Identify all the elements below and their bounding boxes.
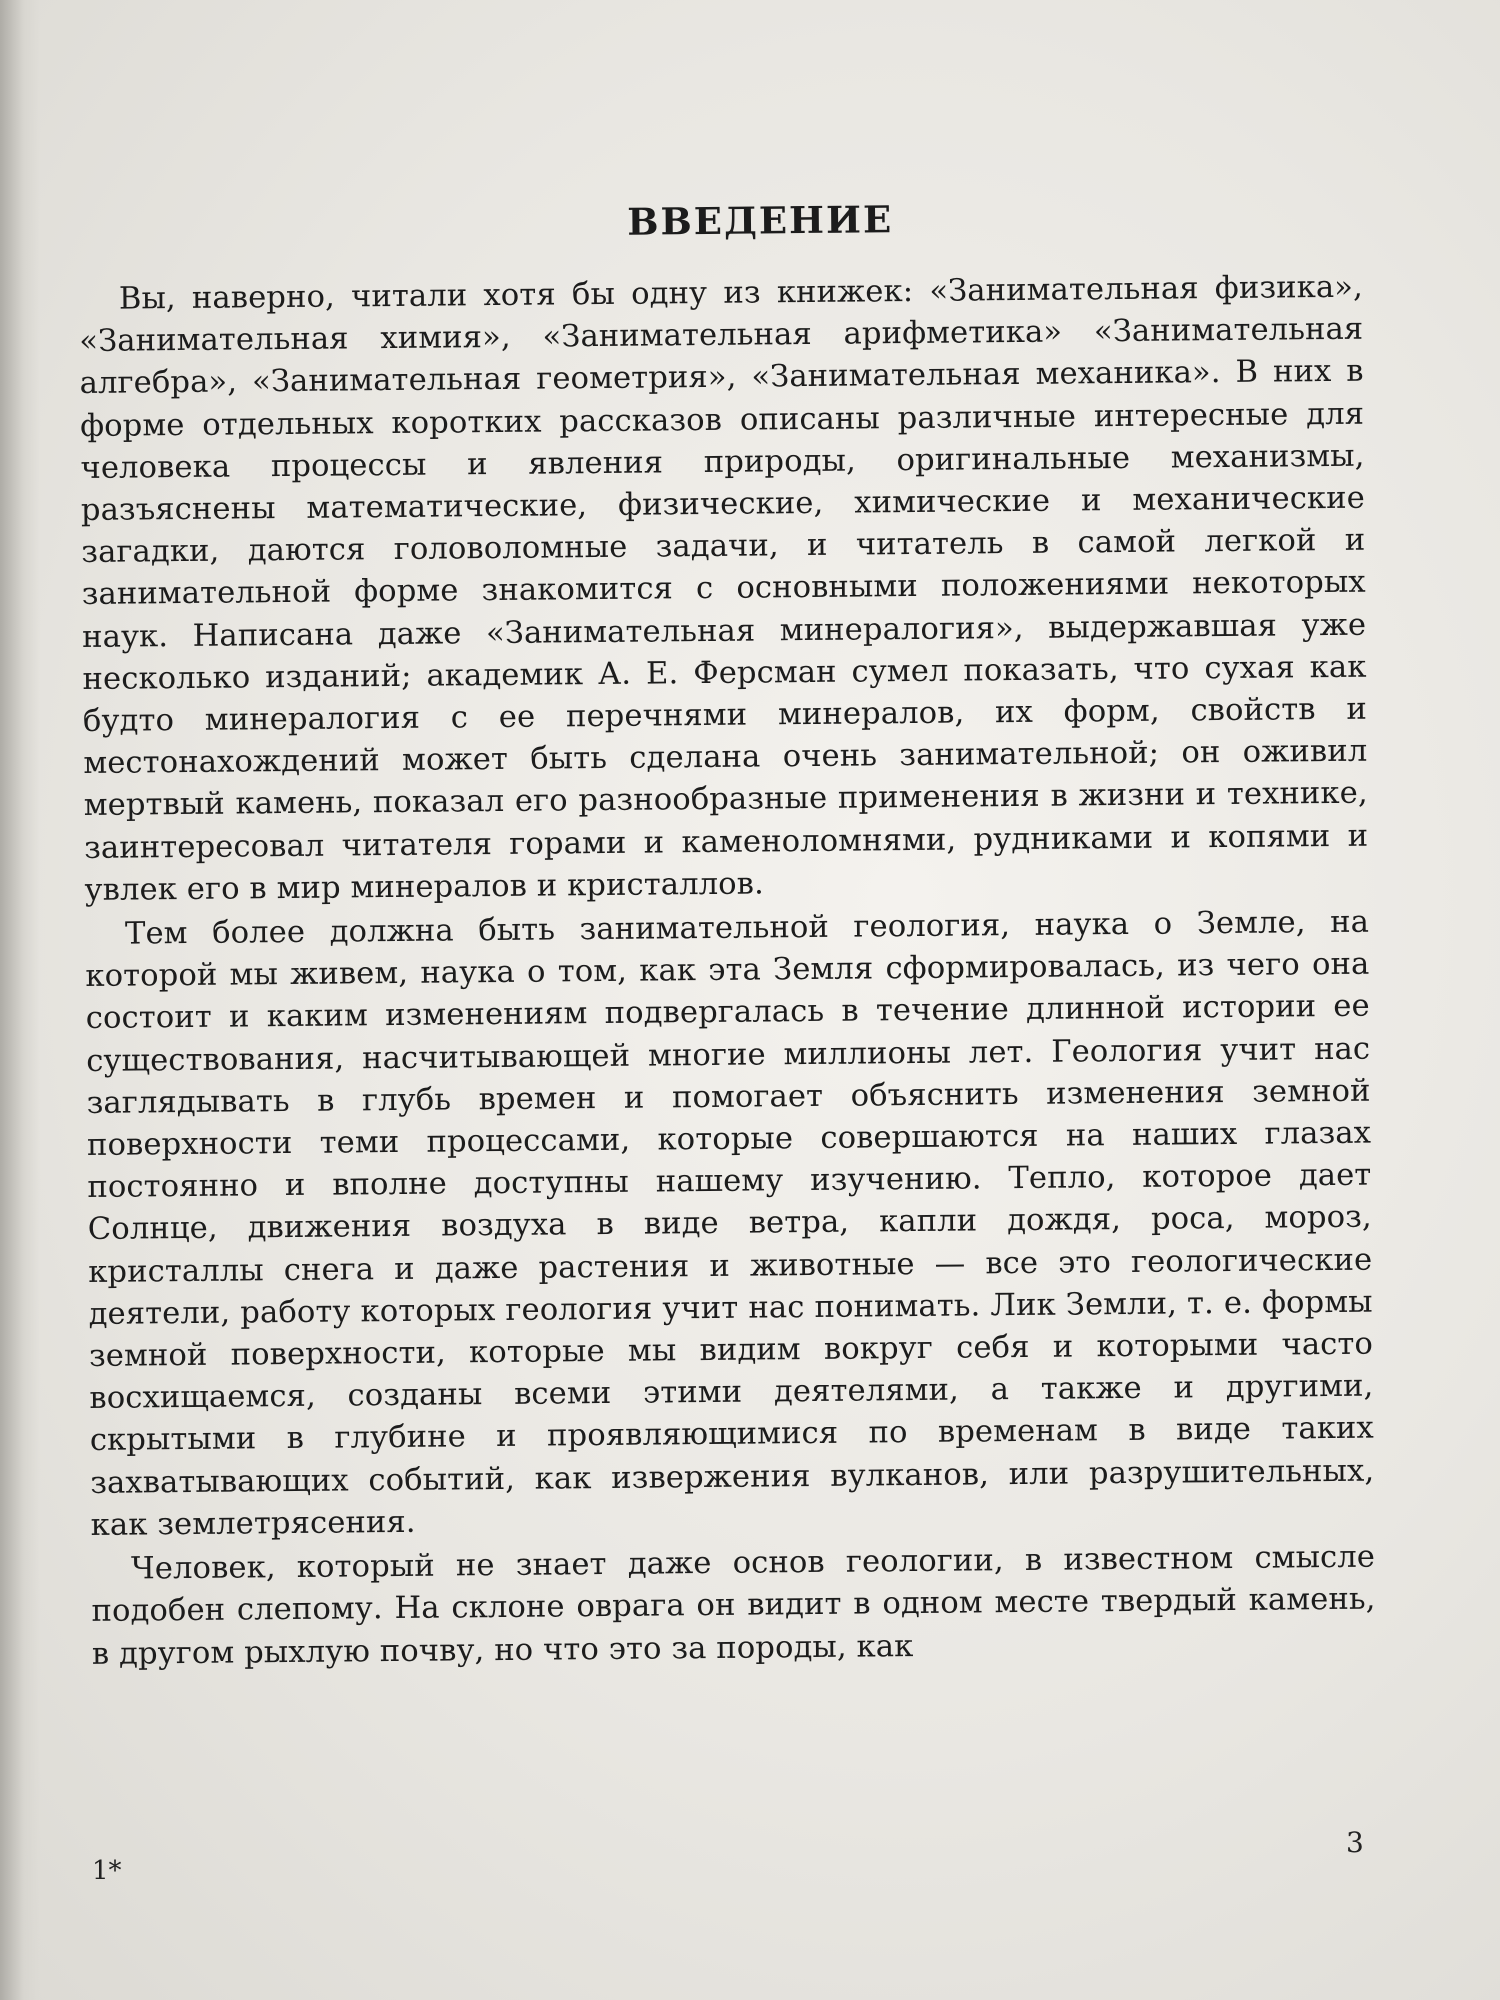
signature-mark: 1*	[92, 1856, 122, 1886]
page-number: 3	[1346, 1826, 1364, 1859]
page-text-block	[78, 193, 1376, 1676]
paragraph-2: Тем более должна быть занимательной геология, наука о Земле, на которой мы живем, наука о том, как эта Земля сформировалась, из чего она состоит и каким изменениям подвергалась в течение длинной истории ее существования, насчитывающей многие миллионы лет. Геология учит нас заглядывать в глубь времен и помогает объяснить изменения земной поверхности теми процессами, которые совершаются на наших глазах постоянно и вполне доступны нашему изучению. Тепло, которое дает Солнце, движения воздуха в виде ветра, капли дождя, роса, мороз, кристаллы снега и даже растения и животные — все это геологические деятели, работу которых геология учит нас понимать. Лик Земли, т. е. формы земной поверхности, которые мы видим вокруг себя и которыми часто восхищаемся, созданы всеми этими деятелями, а также и другими, скрытыми в глубине и проявляющимися по временам в виде таких захватывающих событий, как извержения вулканов, или разрушительных, как землетрясения.	[85, 904, 1375, 1543]
paragraph-1: Вы, наверно, читали хотя бы одну из книжек: «Занимательная физика», «Занимательная химия», «Занимательная арифметика» «Занимательная алгебра», «Занимательная геометрия», «Занимательная механика». В них в форме отдельных коротких рассказов описаны различные интересные для человека процессы и явления природы, оригинальные механизмы, разъяснены математические, физические, химические и механические загадки, даются головоломные задачи, и читатель в самой легкой и занимательной форме знакомится с основными положениями некоторых наук. Написана даже «Занимательная минералогия», выдержавшая уже несколько изданий; академик А. Е. Ферсман сумел показать, что сухая как будто минералогия с ее перечнями минералов, их форм, свойств и местонахождений может быть сделана очень занимательной; он оживил мертвый камень, показал его разнообразные применения в жизни и технике, заинтересовал читателя горами и каменоломнями, рудниками и копями и увлек его в мир минералов и кристаллов.	[79, 269, 1369, 908]
body-text	[79, 267, 1376, 1676]
chapter-heading: ВВЕДЕНИЕ	[626, 197, 894, 244]
paragraph-3: Человек, который не знает даже основ геологии, в известном смысле подобен слепому. На склоне оврага он видит в одном месте твердый камень, в другом рыхлую почву, но что это за породы, как	[91, 1539, 1376, 1672]
binding-shadow	[0, 0, 40, 2000]
